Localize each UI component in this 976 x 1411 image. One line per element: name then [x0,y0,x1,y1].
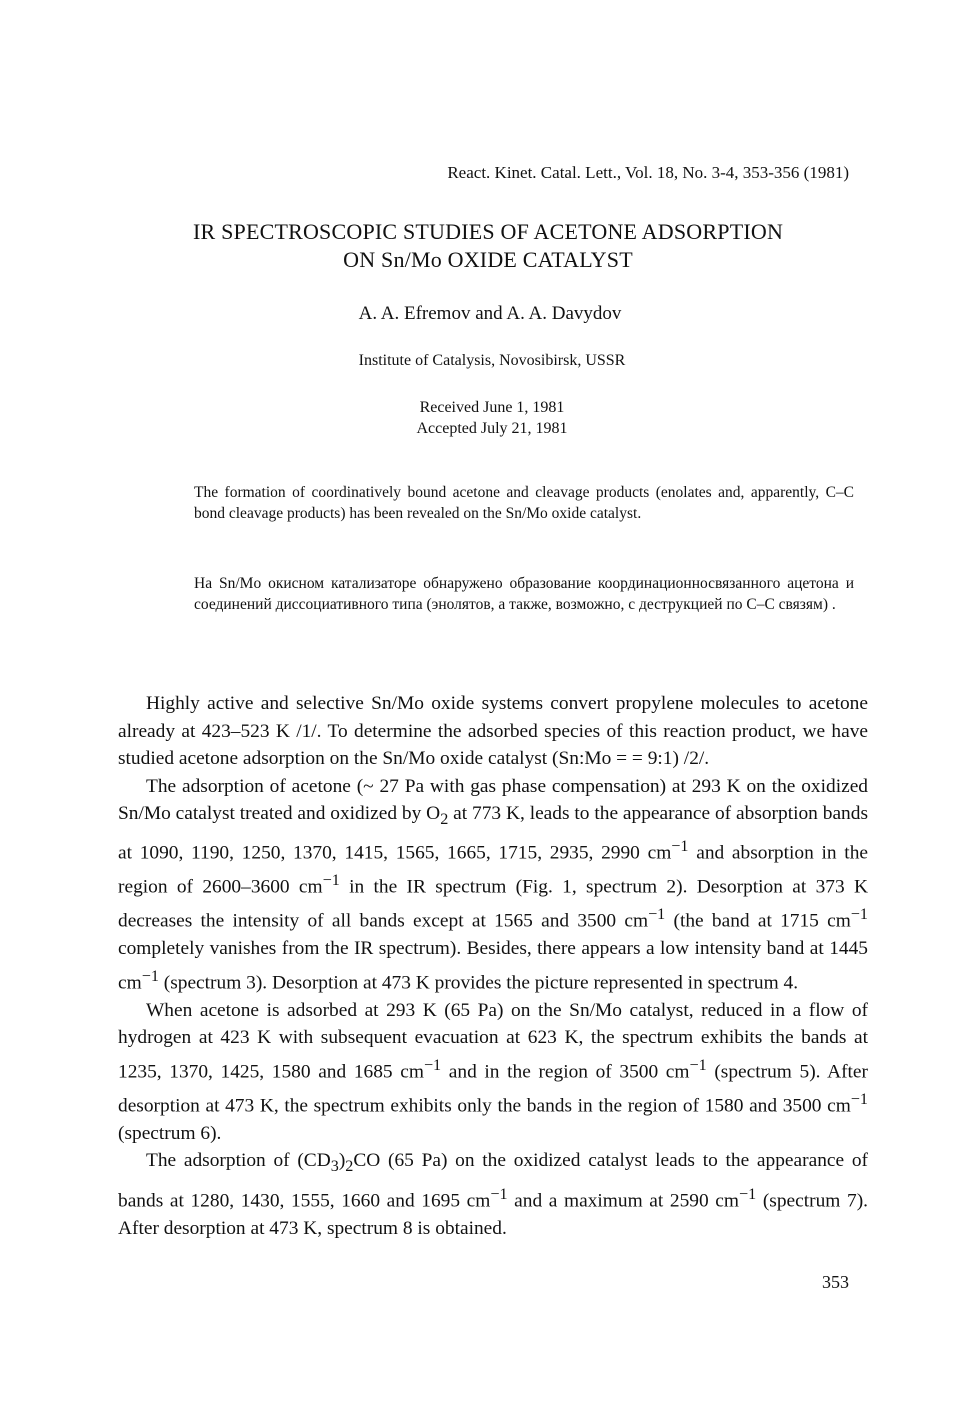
paragraph-4: The adsorption of $(CD_3)_2CO$ (65 Pa) on the oxidized catalyst leads to the appearance of bands at 1280, 1430, 1555, 1660 and 1695 $cm^{-1}$ and a maximum at 2590 $cm^{-1}$ (spectrum 7). After desorption at 473 K, spectrum 8 is obtained. [118,1150,868,1239]
publication-dates [0,397,976,439]
title-line-1: IR SPECTROSCOPIC STUDIES OF ACETONE ADSORPTION [192,219,784,244]
page-number: 353 [822,1272,849,1292]
paragraph-1: Highly active and selective Sn/Mo oxide systems convert propylene molecules to acetone already at 423–523 K /1/. To determine the adsorbed species of this reaction product, we have studied acetone adsorption on the Sn/Mo oxide catalyst (Sn:Mo = = 9:1) /2/. [118,693,868,769]
title-line-2: ON Sn/Mo OXIDE CATALYST [343,247,633,272]
institute: Institute of Catalysis, Novosibirsk, USSR [358,352,626,369]
journal-reference: React. Kinet. Catal. Lett., Vol. 18, No. 3-4, 353-356 (1981) [447,163,849,182]
abstract-russian: На Sn/Mo окисном катализаторе обнаружено образование координационносвязанного ацетона и соединений диссоциативного типа (энолятов, а также, возможно, с деструкцией по C–C связям) . [194,575,854,613]
accepted-date: Accepted July 21, 1981 [416,420,568,437]
paragraph-2: The adsorption of acetone (~ 27 Pa with gas phase compensation) at 293 K on the oxidized Sn/Mo catalyst treated and oxidized by $O_2$ at 773 K, leads to the appearance of absorption bands at 1090, 1190, 1250, 1370, 1415, 1565, 1665, 1715, 2935, 2990 $cm^{-1}$ and absorption in the region of 2600–3600 $cm^{-1}$ in the IR spectrum (Fig. 1, spectrum 2). Desorption at 373 K decreases the intensity of all bands except at 1565 and 3500 $cm^{-1}$ (the band at 1715 $cm^{-1}$ completely vanishes from the IR spectrum). Besides, there appears a low intensity band at 1445 $cm^{-1}$ (spectrum 3). Desorption at 473 K provides the picture represented in spectrum 4. [118,775,868,994]
paragraph-3: When acetone is adsorbed at 293 K (65 Pa) on the Sn/Mo catalyst, reduced in a flow of hydrogen at 423 K with subsequent evacuation at 623 K, the spectrum exhibits the bands at 1235, 1370, 1425, 1580 and 1685 $cm^{-1}$ and in the region of 3500 $cm^{-1}$ (spectrum 5). After desorption at 473 K, the spectrum exhibits only the bands in the region of 1580 and 3500 $cm^{-1}$ (spectrum 6). [118,999,868,1144]
authors: A. A. Efremov and A. A. Davydov [358,303,622,324]
body-text [118,690,868,1242]
article-title [0,218,976,274]
abstract-english: The formation of coordinatively bound acetone and cleavage products (enolates and, apparently, C–C bond cleavage products) has been revealed on the Sn/Mo oxide catalyst. [194,484,854,522]
received-date: Received June 1, 1981 [419,399,565,416]
